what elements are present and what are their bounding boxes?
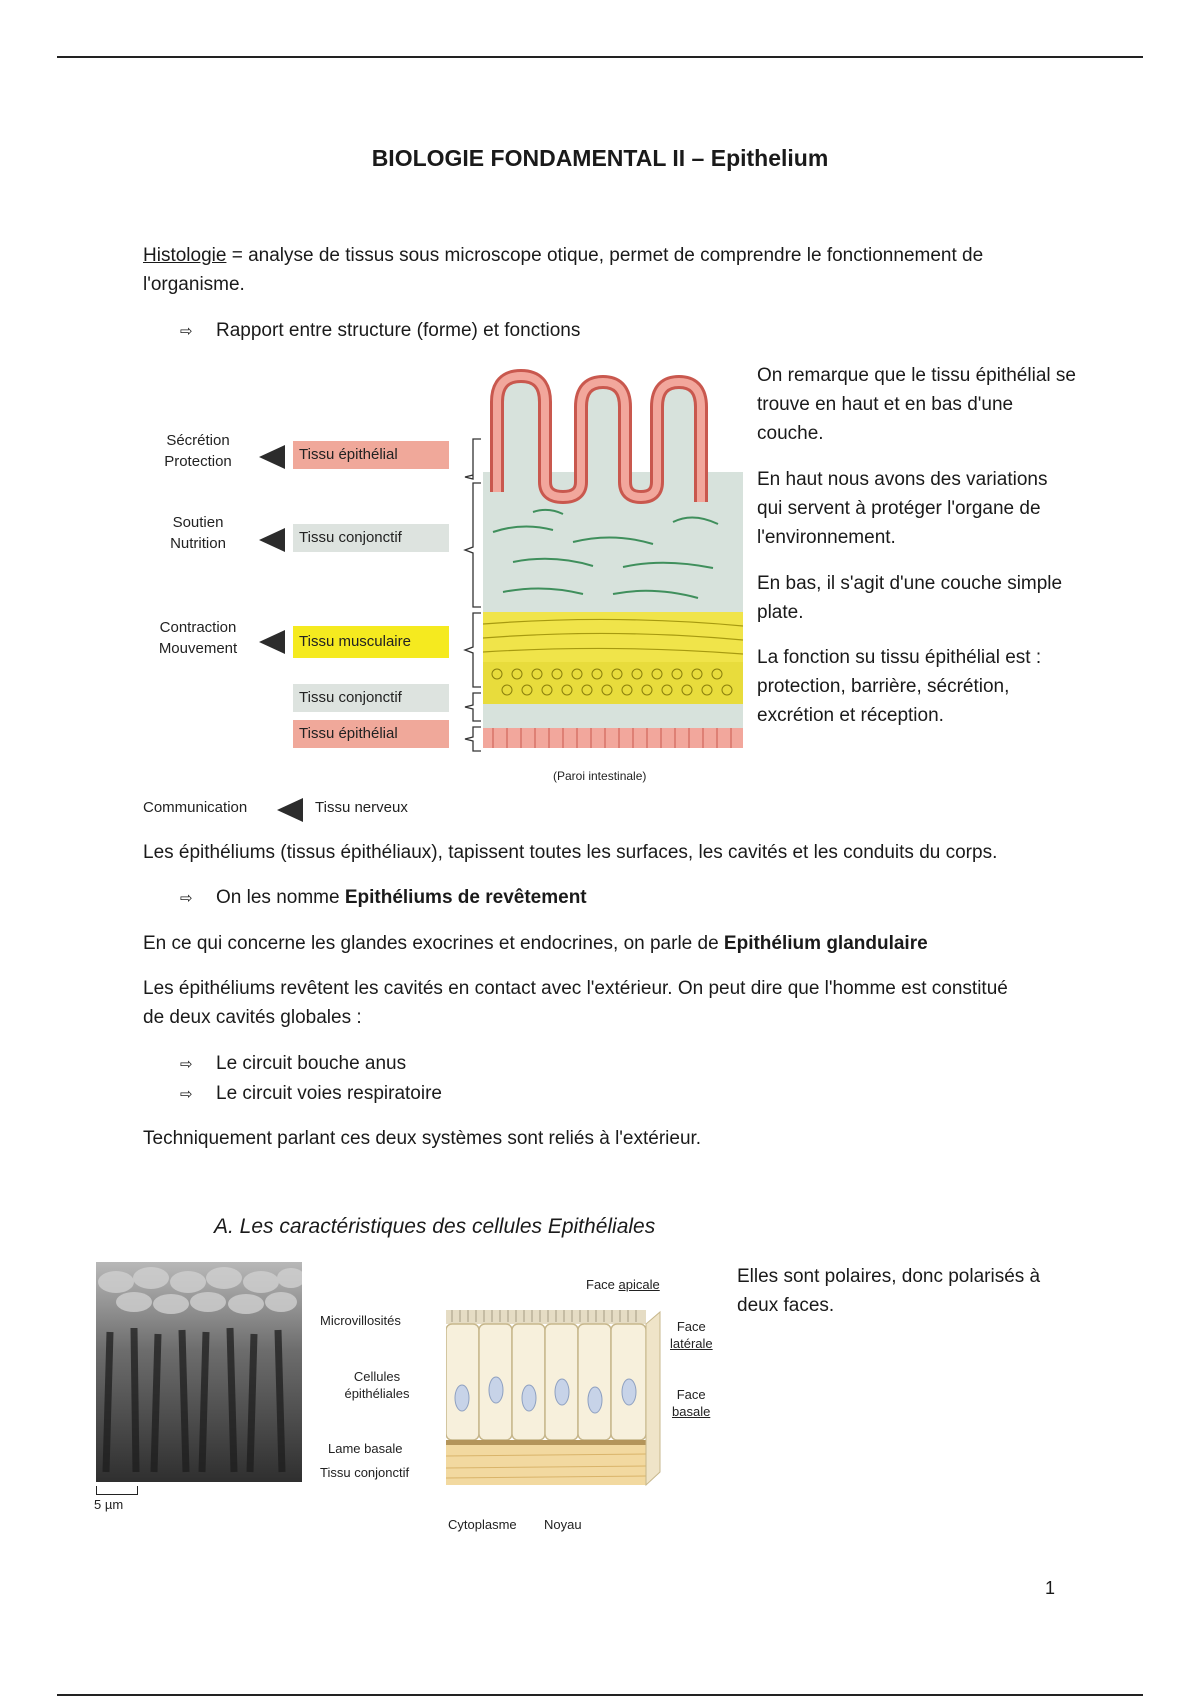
arrow-triangle-icon [259, 528, 285, 552]
tissue-label-epithelial-top: Tissu épithélial [293, 441, 449, 469]
label-lame-basale: Lame basale [328, 1441, 403, 1456]
label-noyau: Noyau [544, 1517, 582, 1532]
histologie-term: Histologie [143, 245, 227, 266]
bullet-circuit-1: ⇨ Le circuit bouche anus [180, 1049, 406, 1079]
top-rule [57, 56, 1143, 58]
paragraph-techniquement: Techniquement parlant ces deux systèmes sont reliés à l'extérieur. [143, 1128, 702, 1149]
bullet-revetement: ⇨ On les nomme Epithéliums de revêtement [180, 883, 587, 913]
tissue-label-epithelial-bottom: Tissu épithélial [293, 720, 449, 748]
side-note-polar: Elles sont polaires, donc polarisés à deux faces. [737, 1266, 1041, 1316]
side-note-4: La fonction su tissu épithélial est : protection, barrière, sécrétion, excrétion et réception. [757, 647, 1042, 726]
label-face-basale: Face basale [672, 1387, 711, 1419]
section-heading-a: A. Les caractéristiques des cellules Epithéliales [214, 1215, 656, 1238]
page-number: 1 [1045, 1578, 1056, 1598]
epithelial-cells-figure [92, 1262, 732, 1542]
paragraph-glandes: En ce qui concerne les glandes exocrines et endocrines, on parle de Epithélium glandulaire [143, 933, 928, 954]
tissue-label-conjonctif-bottom: Tissu conjonctif [293, 684, 449, 712]
intro-text: = analyse de tissus sous microscope otique, permet de comprendre le fonctionnement de l'organisme. [143, 245, 984, 295]
scale-bar [96, 1486, 138, 1495]
bullet-structure: ⇨ Rapport entre structure (forme) et fonctions [180, 316, 580, 346]
arrow-icon: ⇨ [180, 1086, 193, 1103]
label-face-laterale: Face latérale [670, 1319, 713, 1351]
microscope-photo [96, 1262, 302, 1482]
function-label-soutien: Soutien Nutrition [170, 514, 226, 552]
label-face-apicale: Face apicale [586, 1277, 660, 1292]
tissue-label-nerveux: Tissu nerveux [315, 799, 408, 816]
side-note-1: On remarque que le tissu épithélial se trouve en haut et en bas d'une couche. [757, 365, 1076, 444]
arrow-triangle-icon [259, 630, 285, 654]
figure-caption: (Paroi intestinale) [553, 769, 647, 783]
tissue-label-musculaire: Tissu musculaire [293, 626, 449, 658]
label-cellules-epitheliales: Cellules épithéliales [344, 1369, 410, 1401]
arrow-triangle-icon [259, 445, 285, 469]
bullet-circuit-2: ⇨ Le circuit voies respiratoire [180, 1079, 442, 1109]
function-label-secretion: Sécrétion Protection [164, 432, 232, 470]
epithelial-cells-illustration [446, 1298, 666, 1538]
function-label-communication: Communication [143, 799, 248, 816]
arrow-icon: ⇨ [180, 890, 193, 907]
intestinal-wall-figure [143, 362, 743, 827]
side-note-2: En haut nous avons des variations qui servent à protéger l'organe de l'environnement. [757, 469, 1048, 548]
arrow-triangle-icon [277, 798, 303, 822]
scale-label: 5 µm [94, 1497, 124, 1512]
intestinal-wall-illustration [483, 362, 743, 762]
page-title: BIOLOGIE FONDAMENTAL II – Epithelium [371, 145, 829, 171]
label-tissu-conjonctif: Tissu conjonctif [320, 1465, 410, 1480]
arrow-icon: ⇨ [180, 1056, 193, 1073]
tissue-label-conjonctif-top: Tissu conjonctif [293, 524, 449, 552]
intro-paragraph [143, 241, 1073, 299]
function-label-contraction: Contraction Mouvement [158, 619, 238, 657]
label-microvillosites: Microvillosités [320, 1313, 401, 1328]
paragraph-cavites: Les épithéliums revêtent les cavités en contact avec l'extérieur. On peut dire que l'homme est constitué de deux cavités globales : [143, 978, 1008, 1028]
label-cytoplasme: Cytoplasme [448, 1517, 517, 1532]
arrow-icon: ⇨ [180, 323, 193, 340]
bottom-rule [57, 1694, 1143, 1696]
side-note-3: En bas, il s'agit d'une couche simple plate. [757, 573, 1063, 623]
paragraph-epitheliums: Les épithéliums (tissus épithéliaux), tapissent toutes les surfaces, les cavités et les conduits du corps. [143, 842, 998, 863]
